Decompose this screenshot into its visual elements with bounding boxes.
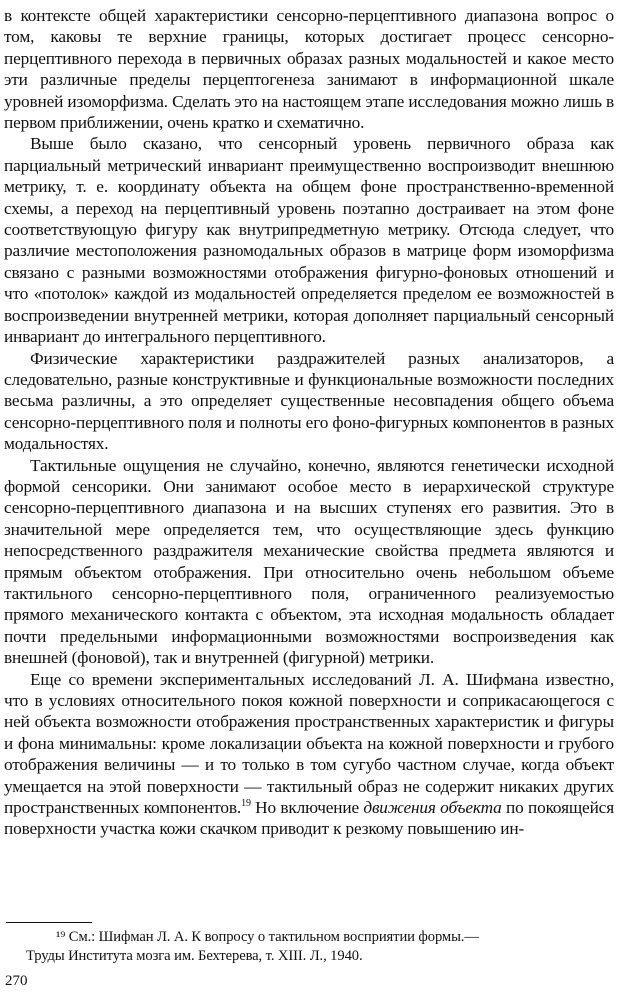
body-text [4, 5, 614, 840]
paragraph-text: по покоящейся поверхности участка кожи скачком приводит к резкому повышению ин- [4, 798, 614, 839]
paragraph-text: Физические характеристики раздражителей разных анализаторов, а следовательно, разные конструктивные и функциональные возможности последних весьма различны, а это определяет существенные несовпадения общего объема сенсорно-перцептивного поля и полноты его фоно-фигурных компонентов в разных модальностях. [4, 348, 614, 454]
paragraph-text: Еще со времени экспериментальных исследований Л. А. Шифмана известно, что в условиях относительного покоя кожной поверхности и соприкасающегося с ней объекта возможности отображения пространственных характеристик и фигуры и фона минимальны: кроме локализации объекта на кожной поверхности и грубого отображения величины — и то только в том сугубо частном случае, когда объект умещается на этой поверхности — тактильный образ не содержит никаких других пространственных компонентов. [4, 669, 614, 818]
footnote-reference: 19 [241, 798, 251, 810]
paragraph [4, 669, 614, 840]
footnote-line-2: Труды Института мозга им. Бехтерева, т. XIII. Л., 1940. [26, 948, 363, 964]
footnote [6, 928, 614, 966]
paragraph [4, 348, 614, 455]
footnote-line-1: ¹⁹ См.: Шифман Л. А. К вопросу о тактильном восприятии формы.— [56, 929, 479, 945]
paragraph-text: Выше было сказано, что сенсорный уровень первичного образа как парциальный метрический инвариант преимущественно воспроизводит внешнюю метрику, т. е. координату объекта на общем фоне пространственно-временной схемы, а переход на перцептивный уровень поэтапно достраивает на этом фоне соответствующую фигуру как внутрипредметную метрику. Отсюда следует, что различие местоположения разномодальных образов в матрице форм изоморфизма связано с разными возможностями отображения фигурно-фоновых отношений и что «потолок» каждой из модальностей определяется пределом ее возможностей в воспроизведении внутренней метрики, которая дополняет парциальный сенсорный инвариант до интегрального перцептивного. [4, 134, 614, 347]
page-number: 270 [5, 973, 28, 989]
paragraph [4, 133, 614, 347]
paragraph [4, 455, 614, 669]
emphasis-text: движения объекта [363, 798, 502, 818]
paragraph-text: Тактильные ощущения не случайно, конечно, являются генетически исходной формой сенсорики. Они занимают особое место в иерархической структуре сенсорно-перцептивного диапазона и на высших ступенях его развития. Это в значительной мере определяется тем, что осуществляющие здесь функцию непосредственного раздражителя механические свойства предмета являются и прямым объектом отображения. При относительно очень небольшом объеме тактильного сенсорно-перцептивного поля, ограниченного реализуемостью прямого механического контакта с объектом, эта исходная модальность обладает почти предельными информационными возможностями воспроизведения как внешней (фоновой), так и внутренней (фигурной) метрики. [4, 455, 614, 668]
paragraph-text: в контексте общей характеристики сенсорно-перцептивного диапазона вопрос о том, каковы те верхние границы, которых достигает процесс сенсорно-перцептивного перехода в первичных образах разных модальностей и какое место эти различные пределы перцептогенеза занимают в информационной шкале уровней изоморфизма. Сделать это на настоящем этапе исследования можно лишь в первом приближении, очень кратко и схематично. [4, 6, 614, 133]
paragraph [4, 5, 614, 133]
paragraph-text: Но включение [250, 798, 364, 818]
footnote-divider [6, 922, 92, 923]
